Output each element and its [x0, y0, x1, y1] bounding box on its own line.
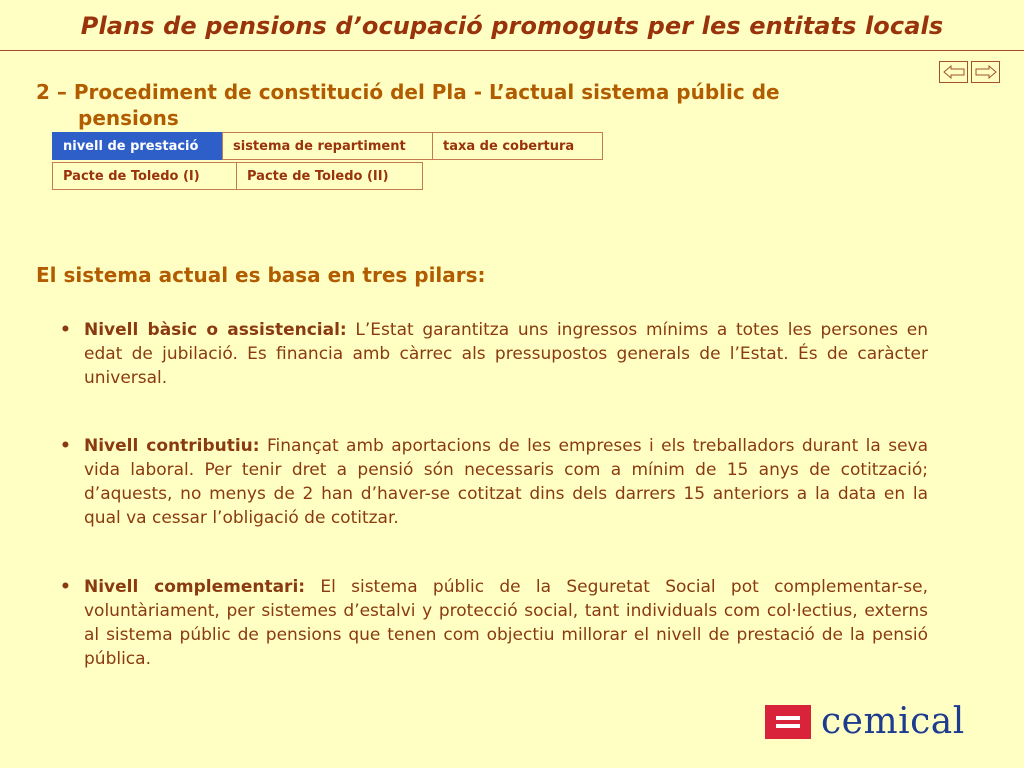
tab-sistema-de-repartiment[interactable]: sistema de repartiment	[222, 132, 433, 160]
list-item	[60, 575, 928, 671]
prev-button[interactable]	[939, 61, 968, 83]
pillar-body: El sistema públic de la Seguretat Social pot complementar-se, voluntàriament, per sistemes d’estalvi y protecció social, tant individuals com col·lectius, externs al sistema públic de pensions que tenen com objectiu millorar el nivell de prestació de la pensió pública.	[84, 577, 928, 669]
arrow-right-icon	[975, 65, 997, 79]
page-title: Plans de pensions d’ocupació promoguts per les entitats locals	[80, 12, 944, 40]
title-divider	[0, 50, 1024, 51]
bullet: •	[60, 320, 71, 340]
tab-row-2	[52, 162, 602, 190]
section-title	[36, 79, 906, 131]
arrow-left-icon	[943, 65, 965, 79]
next-button[interactable]	[971, 61, 1000, 83]
tab-taxa-de-cobertura[interactable]: taxa de cobertura	[432, 132, 603, 160]
logo-text: cemical	[821, 701, 965, 742]
content-heading: El sistema actual es basa en tres pilars:	[36, 263, 486, 287]
tab-nivell-de-prestacio[interactable]: nivell de prestació	[52, 132, 223, 160]
pillar-lead: Nivell bàsic o assistencial:	[84, 320, 347, 340]
nav-arrows	[939, 61, 1000, 83]
tab-row-1	[52, 132, 602, 160]
pillar-text	[84, 575, 928, 671]
pillar-text	[84, 434, 928, 530]
tab-pacte-de-toledo-ii[interactable]: Pacte de Toledo (II)	[236, 162, 423, 190]
pillar-body: L’Estat garantitza uns ingressos mínims a totes les persones en edat de jubilació. Es financia amb càrrec als pressupostos generals de l’Estat. És de caràcter universal.	[84, 320, 928, 388]
pillar-lead: Nivell complementari:	[84, 577, 306, 597]
list-item	[60, 434, 928, 530]
tab-bar	[52, 132, 602, 190]
section-title-line2: pensions	[78, 106, 179, 130]
pillar-text	[84, 318, 928, 390]
tab-pacte-de-toledo-i[interactable]: Pacte de Toledo (I)	[52, 162, 237, 190]
section-title-line1: 2 – Procediment de constitució del Pla - L’actual sistema públic de	[36, 80, 780, 104]
bullet: •	[60, 577, 71, 597]
cemical-logo	[765, 701, 965, 742]
pillar-body: Finançat amb aportacions de les empreses i els treballadors durant la seva vida laboral. Per tenir dret a pensió són necessaris com a mínim de 15 anys de cotització; d’aquests, no menys de 2 han d’haver-se cotitzat dins dels darrers 15 anteriors a la data en la qual va cessar l’obligació de cotitzar.	[84, 436, 929, 528]
equals-logo-icon	[765, 705, 811, 739]
pillar-lead: Nivell contributiu:	[84, 436, 260, 456]
bullet: •	[60, 436, 71, 456]
list-item	[60, 318, 928, 390]
